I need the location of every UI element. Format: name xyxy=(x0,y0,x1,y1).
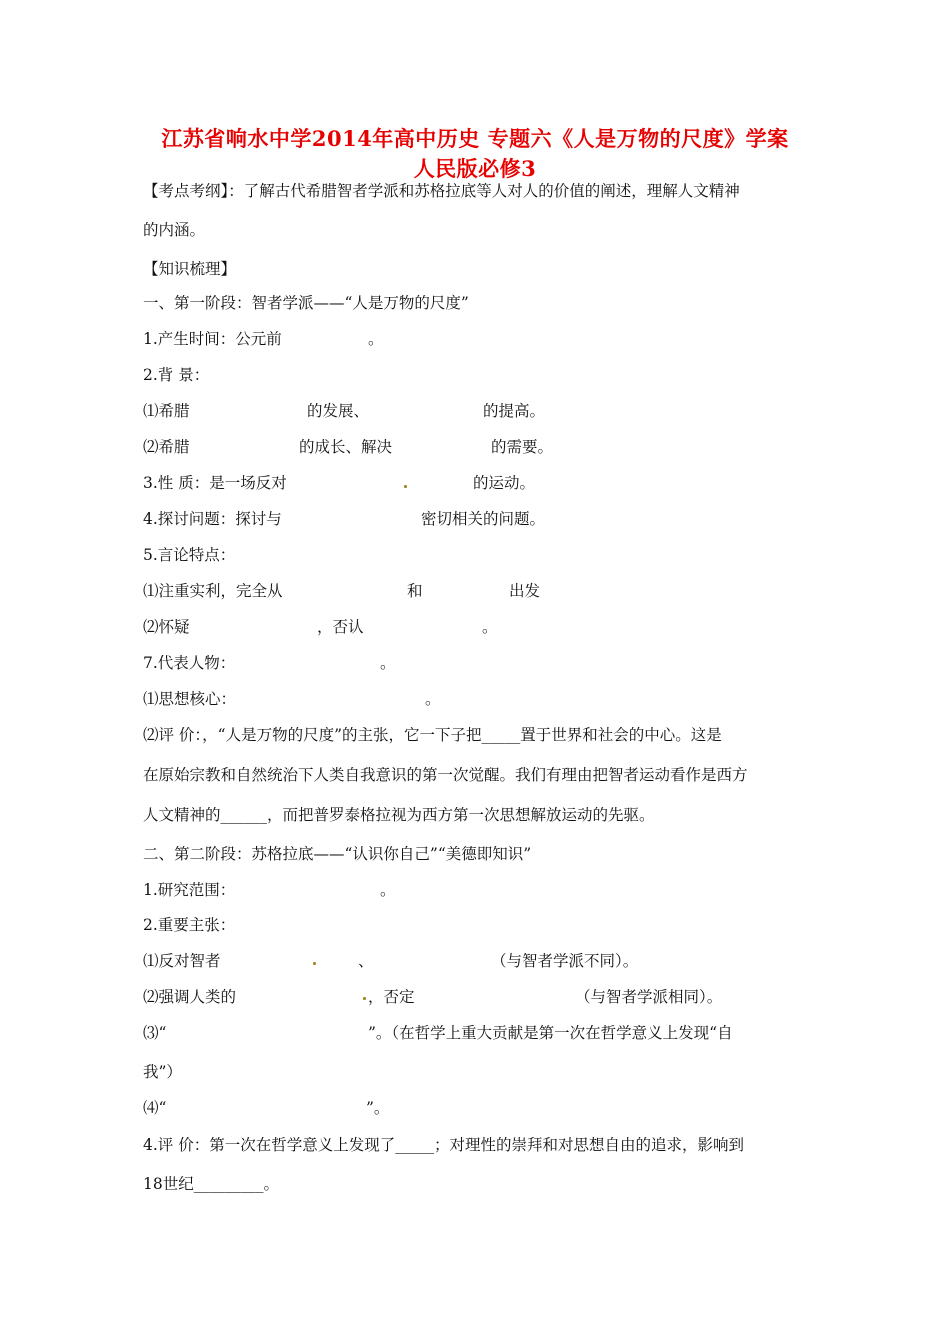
item-5-1-a: ⑴注重实利，完全从 xyxy=(143,582,283,600)
item-3-b: 的运动。 xyxy=(473,474,536,492)
item-1-end: 。 xyxy=(368,330,384,348)
item-7-a: 7.代表人物： xyxy=(143,654,236,672)
s2-item-1-a: 1.研究范围： xyxy=(143,881,236,899)
item-5-1-c: 出发 xyxy=(509,582,541,600)
stray-dot-3 xyxy=(363,997,366,1000)
s2-item-2-4-a: ⑷“ xyxy=(143,1099,167,1117)
item-5-1-b: 和 xyxy=(407,582,423,600)
s2-item-2-3-c: 我”） xyxy=(143,1063,182,1081)
item-7-2-line3: 人文精神的______，而把普罗泰格拉视为西方第一次思想解放运动的先驱。 xyxy=(143,806,655,824)
s2-item-2-1-c: （与智者学派不同）。 xyxy=(491,952,639,970)
stray-dot-2 xyxy=(313,962,316,965)
item-2-1-b: 的发展、 xyxy=(307,402,370,420)
item-1-label: 1.产生时间：公元前 xyxy=(143,330,282,348)
item-2-label: 2.背 景： xyxy=(143,366,210,384)
section-one-heading: 一、第一阶段：智者学派——“人是万物的尺度” xyxy=(143,294,469,312)
item-2-1-a: ⑴希腊 xyxy=(143,402,190,420)
document-title: 江苏省响水中学2014年高中历史 专题六《人是万物的尺度》学案 xyxy=(161,126,789,151)
item-5-2-b: ，否认 xyxy=(317,618,364,636)
item-7-2-line2: 在原始宗教和自然统治下人类自我意识的第一次觉醒。我们有理由把智者运动看作是西方 xyxy=(143,766,748,784)
item-2-2-a: ⑵希腊 xyxy=(143,438,190,456)
s2-item-2-1-b: 、 xyxy=(358,952,374,970)
s2-item-2-3-a: ⑶“ xyxy=(143,1024,167,1042)
item-5-2-c: 。 xyxy=(482,618,498,636)
item-2-2-b: 的成长、解决 xyxy=(299,438,393,456)
exam-outline-line1: 【考点考纲】：了解古代希腊智者学派和苏格拉底等人对人的价值的阐述，理解人文精神 xyxy=(143,182,740,200)
s2-item-2-2-a: ⑵强调人类的 xyxy=(143,988,237,1006)
s2-item-2-2-b: ，否定 xyxy=(368,988,415,1006)
stray-dot xyxy=(404,485,407,488)
s2-item-2-2-c: （与智者学派相同）。 xyxy=(575,988,723,1006)
s2-item-1-b: 。 xyxy=(380,881,396,899)
item-7-1-b: 。 xyxy=(425,690,441,708)
item-7-1-a: ⑴思想核心： xyxy=(143,690,237,708)
s2-item-2-1-a: ⑴反对智者 xyxy=(143,952,221,970)
document-subtitle: 人民版必修3 xyxy=(413,156,537,181)
section-two-heading: 二、第二阶段：苏格拉底——“认识你自己”“美德即知识” xyxy=(143,845,532,863)
item-5-label: 5.言论特点： xyxy=(143,546,236,564)
item-3-a: 3.性 质：是一场反对 xyxy=(143,474,287,492)
item-2-1-c: 的提高。 xyxy=(483,402,546,420)
s2-item-4-line1: 4.评 价：第一次在哲学意义上发现了_____；对理性的崇拜和对思想自由的追求，影响到 xyxy=(143,1136,744,1154)
item-5-2-a: ⑵怀疑 xyxy=(143,618,190,636)
item-7-2-line1: ⑵评 价：，“人是万物的尺度”的主张，它一下子把_____置于世界和社会的中心。这是 xyxy=(143,726,722,744)
s2-item-2-label: 2.重要主张： xyxy=(143,916,236,934)
s2-item-2-4-b: ”。 xyxy=(366,1099,390,1117)
knowledge-heading: 【知识梳理】 xyxy=(143,260,237,278)
item-4-a: 4.探讨问题：探讨与 xyxy=(143,510,282,528)
item-2-2-c: 的需要。 xyxy=(491,438,554,456)
exam-outline-line2: 的内涵。 xyxy=(143,221,206,239)
item-7-b: 。 xyxy=(380,654,396,672)
s2-item-2-3-b: ”。（在哲学上重大贡献是第一次在哲学意义上发现“自 xyxy=(368,1024,733,1042)
s2-item-4-line2: 18世纪_________。 xyxy=(143,1175,279,1193)
item-4-b: 密切相关的问题。 xyxy=(421,510,546,528)
